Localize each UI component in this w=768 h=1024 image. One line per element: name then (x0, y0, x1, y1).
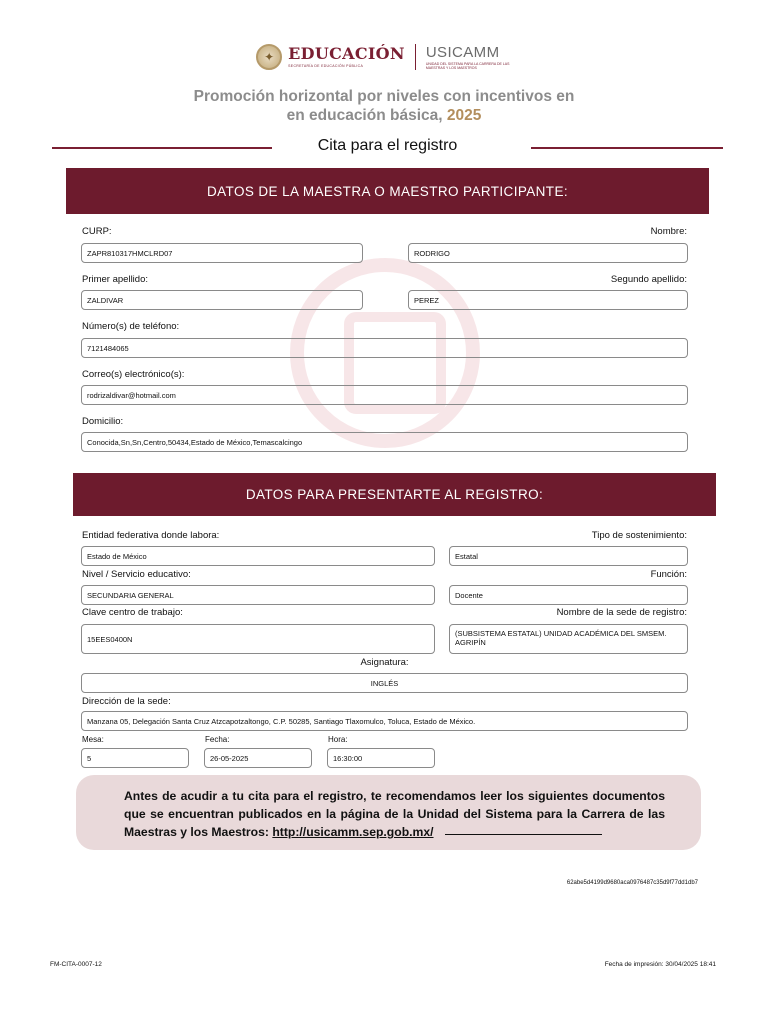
notice-box (76, 775, 701, 850)
sede-field: (SUBSISTEMA ESTATAL) UNIDAD ACADÉMICA DEL SMSEM. AGRIPÍN (449, 624, 688, 654)
sep-logo (288, 46, 405, 68)
title-line-1: Promoción horizontal por niveles con incentivos en (193, 88, 575, 105)
usicamm-logo (426, 45, 512, 70)
header-logos (0, 44, 768, 70)
sostenimiento-label: Tipo de sostenimiento: (591, 530, 687, 541)
form-code: FM-CITA-0007-12 (50, 961, 102, 968)
primer-apellido-field: ZALDIVAR (81, 290, 363, 310)
nivel-label: Nivel / Servicio educativo: (82, 569, 191, 580)
telefono-label: Número(s) de teléfono: (82, 321, 180, 332)
asignatura-label: Asignatura: (360, 657, 409, 668)
section-participant-heading: DATOS DE LA MAESTRA O MAESTRO PARTICIPANTE: (66, 168, 709, 214)
curp-field: ZAPR810317HMCLRD07 (81, 243, 363, 263)
notice-link-underline (445, 834, 602, 835)
print-date: Fecha de impresión: 30/04/2025 18:41 (604, 961, 716, 968)
sostenimiento-field: Estatal (449, 546, 688, 566)
notice-text: Antes de acudir a tu cita para el registro, te recomendamos leer los siguientes documentos que se encuentran publicados en la página de la Unidad del Sistema para la Carrera de las Maestras y los Maestros: (124, 789, 665, 839)
subtitle: Cita para el registro (317, 137, 458, 154)
sep-logo-name: EDUCACIÓN (288, 44, 405, 63)
domicilio-field: Conocida,Sn,Sn,Centro,50434,Estado de México,Temascalcingo (81, 432, 688, 452)
correo-field: rodrizaldivar@hotmail.com (81, 385, 688, 405)
asignatura-field: INGLÉS (81, 673, 688, 693)
fecha-field: 26-05-2025 (204, 748, 312, 768)
nivel-field: SECUNDARIA GENERAL (81, 585, 435, 605)
usicamm-logo-name: USICAMM (425, 43, 500, 61)
section-registration-heading: DATOS PARA PRESENTARTE AL REGISTRO: (73, 473, 716, 516)
domicilio-label: Domicilio: (82, 416, 124, 427)
national-seal-icon: ✦ (256, 44, 282, 70)
funcion-label: Función: (650, 569, 687, 580)
usicamm-logo-sub: UNIDAD DEL SISTEMA PARA LA CARRERA DE LAS MAESTRAS Y LOS MAESTROS (425, 61, 510, 70)
logo-divider (415, 44, 416, 70)
direccion-field: Manzana 05, Delegación Santa Cruz Atzcapotzaltongo, C.P. 50285, Santiago Tlaxomulco, Toluca, Estado de México. (81, 711, 688, 731)
nombre-label: Nombre: (650, 226, 687, 237)
fecha-label: Fecha: (205, 735, 230, 744)
clave-field: 15EES0400N (81, 624, 435, 654)
primer-apellido-label: Primer apellido: (82, 274, 148, 285)
usicamm-link[interactable]: http://usicamm.sep.gob.mx/ (272, 825, 434, 839)
hora-field: 16:30:00 (327, 748, 435, 768)
nombre-field: RODRIGO (408, 243, 688, 263)
segundo-apellido-field: PEREZ (408, 290, 688, 310)
title-line-2 (0, 106, 768, 125)
correo-label: Correo(s) electrónico(s): (82, 369, 185, 380)
clave-label: Clave centro de trabajo: (82, 607, 183, 618)
entidad-field: Estado de México (81, 546, 435, 566)
document-hash: 62abe5d4199d9680aca0976487c35d9f77dd1db7 (566, 880, 698, 886)
title-year: 2025 (446, 107, 482, 124)
telefono-field: 7121484065 (81, 338, 688, 358)
entidad-label: Entidad federativa donde labora: (82, 530, 220, 541)
sede-label: Nombre de la sede de registro: (556, 607, 687, 618)
page-title (0, 87, 768, 125)
title-line-2-text: en educación básica, (286, 107, 443, 124)
sep-logo-sub: SECRETARÍA DE EDUCACIÓN PÚBLICA (288, 64, 364, 68)
hora-label: Hora: (328, 735, 348, 744)
mesa-label: Mesa: (82, 735, 104, 744)
segundo-apellido-label: Segundo apellido: (610, 274, 687, 285)
curp-label: CURP: (82, 226, 112, 237)
mesa-field: 5 (81, 748, 189, 768)
direccion-label: Dirección de la sede: (82, 696, 171, 707)
subtitle-line-right (531, 147, 723, 149)
subtitle-row (52, 137, 723, 159)
funcion-field: Docente (449, 585, 688, 605)
